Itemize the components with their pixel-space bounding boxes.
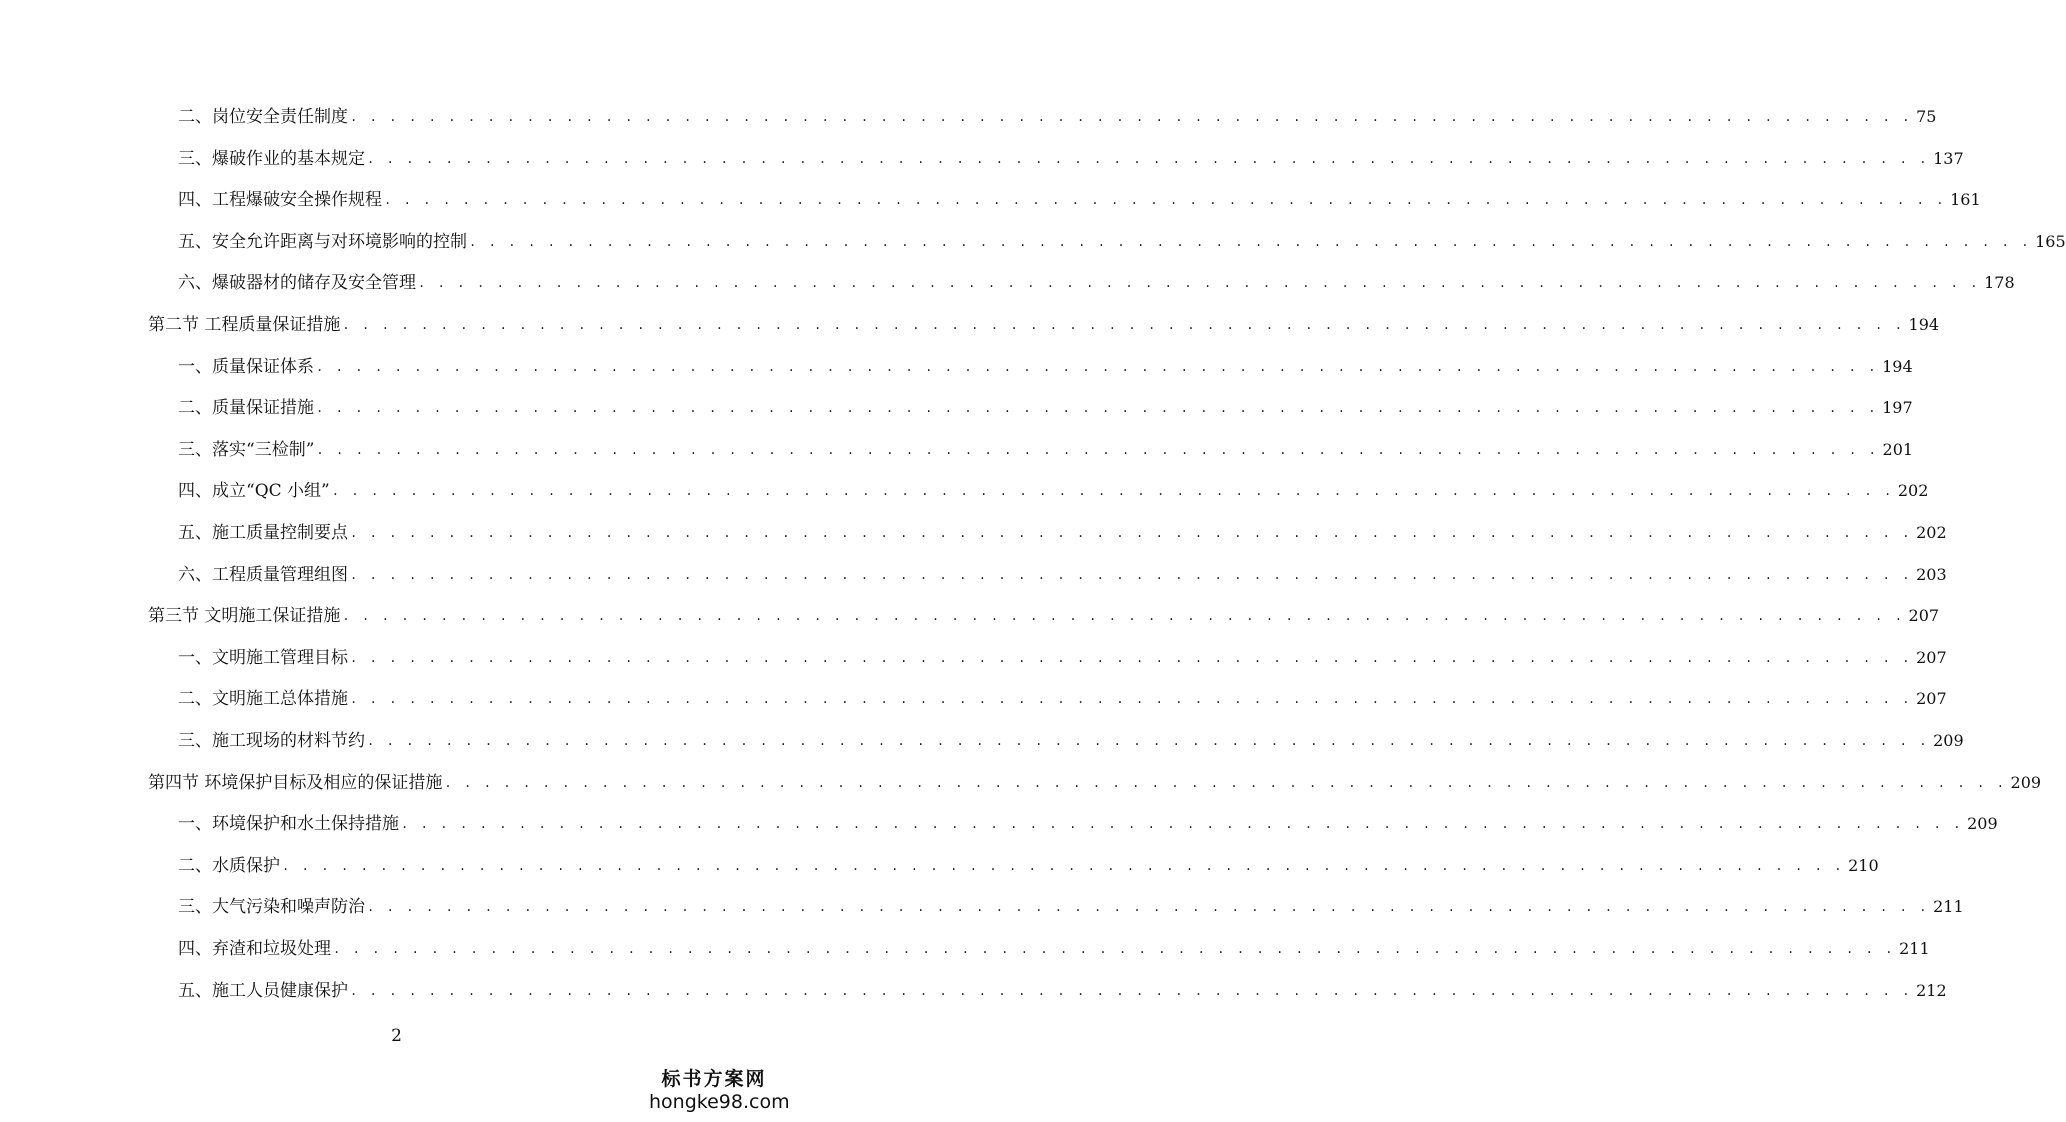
toc-entry-title: 第四节 环境保护目标及相应的保证措施 (148, 772, 443, 793)
toc-entry[interactable] (178, 520, 1947, 546)
toc-entry-title: 五、安全允许距离与对环境影响的控制 (178, 231, 467, 252)
toc-dot-leader: . . . . . . . . . . . . . . . . . . . . . . . . . . . . . . . . . . . . . . . . . . . . . . . . . . . . . . . . . . . . . . . . . . . . . . . . . . . . . . . . (367, 900, 1930, 915)
toc-entry-title: 三、大气污染和噪声防治 (178, 897, 365, 918)
toc-entry-title: 三、落实“三检制” (178, 439, 315, 460)
watermark-url: hongke98.com (649, 1091, 790, 1113)
toc-entry[interactable] (178, 645, 1947, 671)
toc-dot-leader: . . . . . . . . . . . . . . . . . . . . . . . . . . . . . . . . . . . . . . . . . . . . . . . . . . . . . . . . . . . . . . . . . . . . . . . . . . . . . . . . (401, 817, 1964, 832)
toc-entry[interactable] (178, 270, 2015, 296)
toc-entry-page: 207 (1908, 606, 1940, 626)
toc-entry[interactable] (178, 811, 1998, 837)
toc-entry[interactable] (148, 312, 1940, 338)
toc-entry-title: 一、质量保证体系 (178, 356, 314, 377)
toc-entry[interactable] (178, 686, 1947, 712)
toc-entry-page: 209 (1933, 731, 1964, 750)
toc-entry-page: 212 (1916, 980, 1947, 1000)
toc-dot-leader: . . . . . . . . . . . . . . . . . . . . . . . . . . . . . . . . . . . . . . . . . . . . . . . . . . . . . . . . . . . . . . . . . . . . . . . . . . . . . . . . (282, 858, 1845, 873)
toc-dot-leader: . . . . . . . . . . . . . . . . . . . . . . . . . . . . . . . . . . . . . . . . . . . . . . . . . . . . . . . . . . . . . . . . . . . . . . . . . . . . . . . . (350, 650, 1913, 665)
toc-entry-page: 209 (2010, 772, 2042, 792)
toc-entry-title: 五、施工人员健康保护 (178, 980, 348, 1001)
page-number: 2 (391, 1026, 402, 1046)
toc-entry[interactable] (178, 104, 1937, 130)
toc-entry-page: 211 (1899, 939, 1930, 958)
toc-entry-page: 202 (1916, 523, 1947, 542)
toc-dot-leader: . . . . . . . . . . . . . . . . . . . . . . . . . . . . . . . . . . . . . . . . . . . . . . . . . . . . . . . . . . . . . . . . . . . . . . . . . . . . . . . . (350, 110, 1913, 124)
toc-dot-leader: . . . . . . . . . . . . . . . . . . . . . . . . . . . . . . . . . . . . . . . . . . . . . . . . . . . . . . . . . . . . . . . . . . . . . . . . . . . . . . . . (342, 318, 1905, 332)
watermark (649, 1068, 790, 1114)
toc-entry[interactable] (178, 146, 1964, 172)
toc-dot-leader: . . . . . . . . . . . . . . . . . . . . . . . . . . . . . . . . . . . . . . . . . . . . . . . . . . . . . . . . . . . . . . . . . . . . . . . . . . . . . . . . (316, 401, 1879, 416)
toc-entry-title: 一、环境保护和水土保持措施 (178, 814, 399, 835)
toc-dot-leader: . . . . . . . . . . . . . . . . . . . . . . . . . . . . . . . . . . . . . . . . . . . . . . . . . . . . . . . . . . . . . . . . . . . . . . . . . . . . . . . . (316, 442, 1879, 457)
toc-entry-page: 210 (1848, 855, 1879, 875)
toc-entry-page: 209 (1967, 814, 1998, 834)
toc-entry-title: 第二节 工程质量保证措施 (148, 315, 341, 335)
toc-entry-title: 四、成立“QC 小组” (178, 481, 330, 502)
toc-entry-page: 75 (1916, 107, 1937, 126)
toc-entry[interactable] (178, 187, 1981, 213)
toc-dot-leader: . . . . . . . . . . . . . . . . . . . . . . . . . . . . . . . . . . . . . . . . . . . . . . . . . . . . . . . . . . . . . . . . . . . . . . . . . . . . . . . . (316, 359, 1879, 374)
toc-entry-title: 二、文明施工总体措施 (178, 689, 348, 710)
toc-entry-title: 三、施工现场的材料节约 (178, 731, 365, 751)
toc-entry-page: 207 (1916, 647, 1947, 667)
toc-entry[interactable] (178, 437, 1914, 463)
toc-entry-title: 四、弃渣和垃圾处理 (178, 939, 331, 959)
toc-entry-page: 197 (1882, 398, 1913, 418)
toc-entry-page: 161 (1950, 190, 1981, 210)
toc-entry-title: 四、工程爆破安全操作规程 (178, 190, 382, 211)
toc-entry[interactable] (178, 978, 1947, 1004)
toc-dot-leader: . . . . . . . . . . . . . . . . . . . . . . . . . . . . . . . . . . . . . . . . . . . . . . . . . . . . . . . . . . . . . . . . . . . . . . . . . . . . . . . . (350, 567, 1913, 582)
toc-entry[interactable] (178, 728, 1964, 754)
toc-entry-title: 二、岗位安全责任制度 (178, 107, 348, 127)
toc-dot-leader: . . . . . . . . . . . . . . . . . . . . . . . . . . . . . . . . . . . . . . . . . . . . . . . . . . . . . . . . . . . . . . . . . . . . . . . . . . . . . . . . (367, 734, 1930, 748)
toc-entry[interactable] (178, 562, 1947, 588)
toc-entry-page: 201 (1882, 439, 1914, 459)
toc-entry-page: 194 (1882, 356, 1913, 376)
toc-entry-title: 二、质量保证措施 (178, 398, 314, 419)
toc-entry-page: 203 (1916, 564, 1947, 584)
toc-dot-leader: . . . . . . . . . . . . . . . . . . . . . . . . . . . . . . . . . . . . . . . . . . . . . . . . . . . . . . . . . . . . . . . . . . . . . . . . . . . . . . . . (331, 484, 1894, 499)
toc-entry-page: 207 (1916, 689, 1947, 709)
toc-entry-page: 211 (1933, 897, 1964, 917)
toc-entry[interactable] (148, 603, 1940, 629)
toc-entry[interactable] (148, 770, 2042, 796)
toc-dot-leader: . . . . . . . . . . . . . . . . . . . . . . . . . . . . . . . . . . . . . . . . . . . . . . . . . . . . . . . . . . . . . . . . . . . . . . . . . . . . . . . . (444, 775, 2007, 790)
toc-entry[interactable] (178, 853, 1879, 879)
toc-entry-title: 五、施工质量控制要点 (178, 523, 348, 543)
toc-entry-page: 194 (1908, 315, 1940, 334)
toc-dot-leader: . . . . . . . . . . . . . . . . . . . . . . . . . . . . . . . . . . . . . . . . . . . . . . . . . . . . . . . . . . . . . . . . . . . . . . . . . . . . . . . . (342, 609, 1905, 624)
watermark-site-name: 标书方案网 (661, 1068, 767, 1090)
toc-dot-leader: . . . . . . . . . . . . . . . . . . . . . . . . . . . . . . . . . . . . . . . . . . . . . . . . . . . . . . . . . . . . . . . . . . . . . . . . . . . . . . . . (469, 234, 2032, 249)
toc-dot-leader: . . . . . . . . . . . . . . . . . . . . . . . . . . . . . . . . . . . . . . . . . . . . . . . . . . . . . . . . . . . . . . . . . . . . . . . . . . . . . . . . (350, 526, 1913, 540)
toc-dot-leader: . . . . . . . . . . . . . . . . . . . . . . . . . . . . . . . . . . . . . . . . . . . . . . . . . . . . . . . . . . . . . . . . . . . . . . . . . . . . . . . . (350, 983, 1913, 998)
toc-entry-page: 178 (1984, 273, 2015, 293)
toc-entry-title: 三、爆破作业的基本规定 (178, 148, 365, 169)
toc-dot-leader: . . . . . . . . . . . . . . . . . . . . . . . . . . . . . . . . . . . . . . . . . . . . . . . . . . . . . . . . . . . . . . . . . . . . . . . . . . . . . . . . (418, 276, 1981, 291)
toc-dot-leader: . . . . . . . . . . . . . . . . . . . . . . . . . . . . . . . . . . . . . . . . . . . . . . . . . . . . . . . . . . . . . . . . . . . . . . . . . . . . . . . . (333, 942, 1896, 956)
toc-entry-title: 二、水质保护 (178, 855, 280, 876)
toc-dot-leader: . . . . . . . . . . . . . . . . . . . . . . . . . . . . . . . . . . . . . . . . . . . . . . . . . . . . . . . . . . . . . . . . . . . . . . . . . . . . . . . . (367, 151, 1930, 166)
toc-entry[interactable] (178, 936, 1930, 962)
toc-entry[interactable] (178, 354, 1913, 380)
toc-entry[interactable] (178, 894, 1964, 920)
toc-entry-page: 165 (2035, 231, 2066, 251)
toc-entry[interactable] (178, 478, 1929, 504)
toc-entry-title: 六、爆破器材的储存及安全管理 (178, 273, 416, 294)
toc-entry-title: 一、文明施工管理目标 (178, 647, 348, 668)
toc-entry[interactable] (178, 229, 2066, 255)
toc-entry-page: 137 (1933, 148, 1964, 168)
toc-entry-title: 六、工程质量管理组图 (178, 564, 348, 585)
toc-entry[interactable] (178, 395, 1913, 421)
toc-entry-title: 第三节 文明施工保证措施 (148, 606, 341, 627)
toc-entry-page: 202 (1897, 481, 1929, 501)
toc-dot-leader: . . . . . . . . . . . . . . . . . . . . . . . . . . . . . . . . . . . . . . . . . . . . . . . . . . . . . . . . . . . . . . . . . . . . . . . . . . . . . . . . (350, 692, 1913, 707)
toc-dot-leader: . . . . . . . . . . . . . . . . . . . . . . . . . . . . . . . . . . . . . . . . . . . . . . . . . . . . . . . . . . . . . . . . . . . . . . . . . . . . . . . . (384, 193, 1947, 208)
